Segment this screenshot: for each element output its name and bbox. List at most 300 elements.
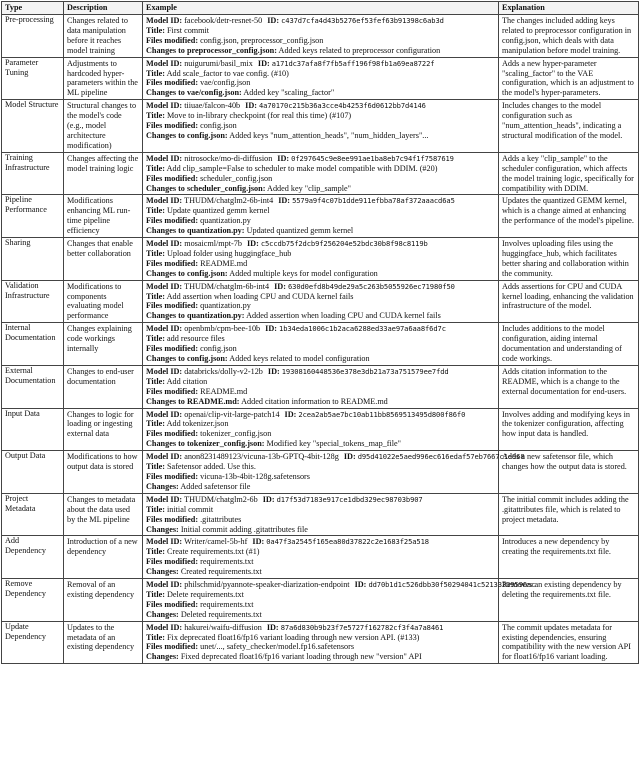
model-id-line — [146, 537, 495, 547]
commit-id-value: 2cea2ab5ae7bc10ab11bb8569513495d800f86f0 — [298, 409, 466, 419]
explanation-cell: Involves uploading files using the huggingface_hub, which facilitates better sharing and collaboration within the community. — [499, 238, 639, 281]
description-cell: Changes affecting the model training logic — [64, 152, 143, 195]
files-modified-value: .gitattributes — [200, 514, 242, 524]
changes-label — [146, 525, 179, 534]
commit-id-value: 630d0efd8b49de29a5c263b5055926ec71980f50 — [287, 281, 455, 291]
changes-file: scheduler_config.json: — [186, 183, 266, 193]
changes-line — [146, 439, 495, 449]
description-cell: Changes to metadata about the data used by the ML pipeline — [64, 493, 143, 536]
files-modified-value: quantization.py — [200, 216, 251, 226]
table-body — [2, 15, 639, 664]
commit-id-value: d95d41022e5aed996ec616edaf57eb7667c1e968 — [357, 452, 525, 462]
changes-line — [146, 482, 495, 492]
title-line — [146, 334, 495, 344]
changes-label — [146, 311, 245, 320]
changes-line — [146, 311, 495, 321]
changes-file: tokenizer_config.json: — [186, 439, 265, 449]
changes-value: Deleted requirements.txt — [180, 609, 262, 619]
files-modified-label: Files modified: — [146, 258, 199, 268]
explanation-cell: Includes additions to the model configuration, aiding internal documentation and understanding of code workings. — [499, 323, 639, 366]
commit-id-value: d17f53d7183e917ce1dbd329ec98703b907 — [276, 494, 423, 504]
changes-label — [146, 184, 265, 193]
model-id-value: THUDM/chatglm2-6b-int4 — [184, 196, 274, 206]
files-modified-label: Files modified: — [146, 78, 199, 88]
type-label: Model Structure — [5, 100, 59, 110]
files-line — [146, 557, 495, 567]
model-id-value: openai/clip-vit-large-patch14 — [184, 409, 280, 419]
model-id-label: Model ID: — [146, 452, 183, 462]
changes-to-text: Changes to — [146, 226, 187, 236]
changes-label — [146, 567, 179, 576]
model-id-value: databricks/dolly-v2-12b — [184, 366, 263, 376]
title-label: Title: — [146, 547, 165, 557]
model-id-line — [146, 410, 495, 420]
changes-value: Fixed deprecated float16/fp16 variant loading through new "version" API — [180, 652, 422, 662]
commit-id-value: dd70b1d1c526dbb30f50294041c52133209596ac — [368, 580, 536, 590]
changes-to-text: Changes to — [146, 439, 187, 449]
files-modified-label: Files modified: — [146, 386, 199, 396]
changes-label — [146, 397, 240, 406]
changes-label — [146, 482, 179, 491]
changes-value: Created requirements.txt — [180, 567, 262, 577]
changes-line — [146, 354, 495, 364]
title-label: Title: — [146, 111, 165, 121]
description-cell: Structural changes to the model's code (e.g., model architecture modification) — [64, 100, 143, 153]
header-explanation: Explanation — [499, 2, 639, 15]
example-cell — [143, 536, 499, 579]
model-id-line — [146, 154, 495, 164]
table-row-7 — [2, 280, 639, 323]
model-id-value: THUDM/chatglm2-6b — [184, 494, 258, 504]
commit-id-label: ID: — [267, 366, 280, 376]
title-value: Update quantized gemm kernel — [167, 206, 270, 216]
description-cell: Changes to logic for loading or ingesting external data — [64, 408, 143, 451]
changes-to-text: Changes to — [146, 45, 187, 55]
explanation-cell: Updates the quantized GEMM kernel, which is a change aimed at enhancing the performance of the model's pipeline. — [499, 195, 639, 238]
changes-label — [146, 610, 179, 619]
example-cell — [143, 195, 499, 238]
model-id-value: THUDM/chatglm-6b-int4 — [184, 281, 270, 291]
type-cell — [2, 323, 64, 366]
type-label: Parameter Tuning — [5, 57, 39, 77]
commit-id-value: 0f297645c9e8ee991ae1ba8eb7c94f1f7587619 — [291, 153, 454, 163]
title-value: initial commit — [167, 504, 214, 514]
model-id-label: Model ID: — [146, 101, 183, 111]
header-description: Description — [64, 2, 143, 15]
description-cell: Introduction of a new dependency — [64, 536, 143, 579]
model-id-label: Model ID: — [146, 494, 183, 504]
files-line — [146, 429, 495, 439]
model-id-value: philschmid/pyannote-speaker-diarization-endpoint — [184, 580, 350, 590]
commit-taxonomy-table — [1, 1, 639, 664]
changes-file: README.md: — [186, 396, 240, 406]
changes-line — [146, 610, 495, 620]
title-label: Title: — [146, 163, 165, 173]
title-value: Upload folder using huggingface_hub — [167, 248, 292, 258]
changes-to-text: Changes to — [146, 183, 187, 193]
title-line — [146, 164, 495, 174]
table-header-row — [2, 2, 639, 15]
changes-to-text: Changes to — [146, 130, 187, 140]
model-id-label: Model ID: — [146, 366, 183, 376]
changes-value: Added keys "num_attention_heads", "num_hidden_layers"... — [229, 130, 429, 140]
files-modified-value: tokenizer_config.json — [200, 429, 272, 439]
model-id-label: Model ID: — [146, 153, 183, 163]
model-id-label: Model ID: — [146, 324, 183, 334]
type-cell — [2, 493, 64, 536]
table-row-3 — [2, 100, 639, 153]
explanation-cell: Introduces a new dependency by creating the requirements.txt file. — [499, 536, 639, 579]
changes-value: Added assertion when loading CPU and CUDA kernel fails — [246, 311, 441, 321]
type-cell — [2, 365, 64, 408]
model-id-value: hakurei/waifu-diffusion — [184, 622, 262, 632]
type-label: Training Infrastructure — [5, 152, 50, 172]
commit-id-label: ID: — [343, 452, 356, 462]
title-value: add resource files — [167, 334, 225, 344]
table-row-11 — [2, 451, 639, 494]
description-cell: Removal of an existing dependency — [64, 579, 143, 622]
table-row-6 — [2, 238, 639, 281]
type-cell — [2, 621, 64, 664]
title-line — [146, 206, 495, 216]
table-row-10 — [2, 408, 639, 451]
title-value: Add assertion when loading CPU and CUDA kernel fails — [166, 291, 354, 301]
type-cell — [2, 57, 64, 100]
type-label: Output Data — [5, 451, 46, 461]
title-value: Safetensor added. Use this. — [167, 462, 256, 472]
changes-line — [146, 226, 495, 236]
files-modified-label: Files modified: — [146, 557, 199, 567]
title-line — [146, 505, 495, 515]
table-row-5 — [2, 195, 639, 238]
model-id-value: openbmb/cpm-bee-10b — [184, 324, 261, 334]
header-example: Example — [143, 2, 499, 15]
files-line — [146, 642, 495, 652]
commit-id-label: ID: — [245, 101, 257, 111]
title-line — [146, 462, 495, 472]
model-id-label: Model ID: — [146, 281, 183, 291]
table-row-13 — [2, 536, 639, 579]
files-line — [146, 259, 495, 269]
title-line — [146, 69, 495, 79]
changes-to-text: Changes to — [146, 88, 187, 98]
changes-to-text: Changes: — [146, 524, 179, 534]
files-line — [146, 36, 495, 46]
type-label: External Documentation — [5, 365, 56, 385]
title-value: Fix deprecated float16/fp16 variant loading through new version API. (#133) — [167, 632, 420, 642]
files-modified-label: Files modified: — [146, 642, 199, 652]
model-id-label: Model ID: — [146, 196, 183, 206]
table-row-9 — [2, 365, 639, 408]
type-label: Internal Documentation — [5, 323, 56, 343]
files-modified-label: Files modified: — [146, 429, 199, 439]
changes-file: quantization.py: — [186, 226, 245, 236]
files-line — [146, 121, 495, 131]
changes-to-text: Changes: — [146, 481, 179, 491]
model-id-value: tiiuae/falcon-40b — [184, 101, 241, 111]
changes-file: config.json: — [186, 354, 228, 363]
changes-file: preprocessor_config.json: — [186, 45, 277, 55]
model-id-line — [146, 452, 525, 462]
changes-file: quantization.py: — [186, 311, 245, 321]
commit-id-label: ID: — [257, 58, 270, 68]
model-id-line — [146, 580, 536, 590]
model-id-line — [146, 101, 495, 111]
title-line — [146, 590, 495, 600]
files-modified-label: Files modified: — [146, 35, 199, 45]
explanation-cell: Includes changes to the model configuration such as "num_attention_heads", indicating a structural modification of the model. — [499, 100, 639, 153]
title-label: Title: — [146, 248, 165, 258]
changes-value: Added key "scaling_factor" — [243, 88, 335, 98]
title-line — [146, 26, 495, 36]
model-id-line — [146, 282, 495, 292]
type-label: Project Metadata — [5, 493, 36, 513]
files-modified-value: config.json — [200, 121, 237, 131]
title-value: Add clip_sample=False to scheduler to make model compatible with DDIM. (#20) — [166, 163, 438, 173]
model-id-label: Model ID: — [146, 580, 183, 590]
title-value: First commit — [167, 25, 210, 35]
type-label: Sharing — [5, 238, 31, 248]
changes-label — [146, 269, 228, 278]
type-cell — [2, 152, 64, 195]
commit-id-label: ID: — [267, 16, 280, 25]
explanation-cell: The initial commit includes adding the .gitattributes file, which is related to project metadata. — [499, 493, 639, 536]
changes-label — [146, 88, 242, 97]
model-id-value: nitrosocke/mo-di-diffusion — [184, 153, 273, 163]
commit-id-label: ID: — [265, 324, 277, 334]
title-value: Move to in-library checkpoint (for real this time) (#107) — [167, 111, 352, 121]
files-line — [146, 472, 495, 482]
files-line — [146, 216, 495, 226]
description-cell: Changes to end-user documentation — [64, 365, 143, 408]
files-modified-label: Files modified: — [146, 121, 199, 131]
type-cell — [2, 15, 64, 58]
title-label: Title: — [146, 68, 165, 78]
changes-to-text: Changes to — [146, 396, 187, 406]
changes-value: Added citation information to README.md — [241, 396, 388, 406]
title-label: Title: — [146, 462, 165, 472]
model-id-label: Model ID: — [146, 239, 183, 249]
files-modified-value: requirements.txt — [200, 599, 254, 609]
description-cell: Adjustments to hardcoded hyper-parameters within the ML pipeline — [64, 57, 143, 100]
example-cell — [143, 493, 499, 536]
changes-line — [146, 46, 495, 56]
description-cell: Updates to the metadata of an existing dependency — [64, 621, 143, 664]
example-cell — [143, 152, 499, 195]
changes-line — [146, 131, 495, 141]
changes-file: config.json: — [186, 130, 228, 140]
commit-id-value: c5ccdb75f2dcb9f256204e52bdc30b8f98c8119b — [260, 239, 428, 249]
commit-id-label: ID: — [277, 153, 290, 163]
files-modified-label: Files modified: — [146, 216, 199, 226]
model-id-line — [146, 623, 495, 633]
table-row-12 — [2, 493, 639, 536]
model-id-line — [146, 495, 495, 505]
changes-to-text: Changes to — [146, 268, 187, 278]
changes-line — [146, 652, 495, 662]
table-row-14 — [2, 579, 639, 622]
files-line — [146, 174, 495, 184]
files-line — [146, 387, 495, 397]
changes-line — [146, 88, 495, 98]
model-id-label: Model ID: — [146, 16, 183, 25]
title-label: Title: — [146, 632, 165, 642]
files-modified-value: quantization.py — [200, 301, 251, 311]
example-cell — [143, 280, 499, 323]
example-cell — [143, 365, 499, 408]
type-label: Validation Infrastructure — [5, 280, 50, 300]
changes-value: Added multiple keys for model configuration — [229, 268, 378, 278]
files-modified-value: vicuna-13b-4bit-128g.safetensors — [200, 471, 310, 481]
files-modified-value: README.md — [200, 386, 248, 396]
changes-label — [146, 226, 245, 235]
title-label: Title: — [146, 291, 165, 301]
type-label: Pipeline Performance — [5, 195, 47, 215]
model-id-line — [146, 196, 495, 206]
commit-id-value: 19308160448536e378e3db21a73a751579ee7fdd — [281, 366, 449, 376]
type-label: Pre-processing — [5, 15, 54, 24]
commit-id-value: 1b34eda1006c1b2aca6288ed33ae97a6aa8f6d7c — [279, 324, 446, 334]
changes-value: Added keys related to model configuration — [229, 354, 370, 363]
title-line — [146, 377, 495, 387]
commit-id-label: ID: — [246, 239, 259, 249]
model-id-line — [146, 324, 495, 334]
type-cell — [2, 451, 64, 494]
type-cell — [2, 238, 64, 281]
title-line — [146, 633, 495, 643]
files-line — [146, 600, 495, 610]
example-cell — [143, 621, 499, 664]
description-cell: Modifications to components evaluating model performance — [64, 280, 143, 323]
files-modified-value: requirements.txt — [200, 557, 254, 567]
files-modified-value: config.json, preprocessor_config.json — [200, 35, 324, 45]
files-modified-label: Files modified: — [146, 173, 199, 183]
commit-id-value: c437d7cfa4d43b5276ef53fef63b91398c6ab3d — [281, 16, 444, 25]
title-line — [146, 249, 495, 259]
type-cell — [2, 536, 64, 579]
table-row-2 — [2, 57, 639, 100]
files-modified-value: vae/config.json — [200, 78, 251, 88]
header-type: Type — [2, 2, 64, 15]
changes-value: Added keys related to preprocessor configuration — [278, 45, 441, 55]
title-line — [146, 547, 495, 557]
commit-id-value: 0a47f3a2545f165ea80d37822c2e1683f25a518 — [266, 537, 429, 547]
changes-label — [146, 131, 228, 140]
title-label: Title: — [146, 419, 165, 429]
title-label: Title: — [146, 589, 165, 599]
files-modified-label: Files modified: — [146, 344, 199, 354]
table-row-4 — [2, 152, 639, 195]
title-line — [146, 419, 495, 429]
explanation-cell: Removes an existing dependency by deleting the requirements.txt file. — [499, 579, 639, 622]
title-value: Add tokenizer.json — [166, 419, 229, 429]
example-cell — [143, 408, 499, 451]
description-cell: Modifications to how output data is stored — [64, 451, 143, 494]
table-row-15 — [2, 621, 639, 664]
model-id-line — [146, 239, 495, 249]
commit-id-value: 5579a9f4c07b1dde911efbba78af372aaacd6a5 — [292, 196, 455, 206]
description-cell: Changes that enable better collaboration — [64, 238, 143, 281]
changes-value: Added safetensor file — [180, 481, 251, 491]
title-value: Delete requirements.txt — [167, 589, 244, 599]
changes-line — [146, 269, 495, 279]
table-row-8 — [2, 323, 639, 366]
explanation-cell: The changes included adding keys related to preprocessor configuration in config.json, which deals with data manipulation before model training. — [499, 15, 639, 58]
files-modified-label: Files modified: — [146, 514, 199, 524]
type-cell — [2, 195, 64, 238]
files-line — [146, 301, 495, 311]
explanation-cell: The commit updates metadata for existing dependencies, ensuring compatibility with the new version API for float16/fp16 variant loading. — [499, 621, 639, 664]
description-cell: Changes explaining code workings internally — [64, 323, 143, 366]
changes-to-text: Changes: — [146, 609, 179, 619]
title-value: Add scale_factor to vae config. (#10) — [166, 68, 289, 78]
changes-value: Updated quantized gemm kernel — [246, 226, 354, 236]
files-modified-value: config.json — [200, 344, 237, 354]
commit-id-label: ID: — [274, 281, 286, 291]
type-label: Add Dependency — [5, 536, 46, 556]
example-cell — [143, 57, 499, 100]
example-cell — [143, 579, 536, 622]
title-value: Create requirements.txt (#1) — [167, 547, 260, 557]
title-value: Add citation — [166, 376, 208, 386]
files-line — [146, 78, 495, 88]
description-cell: Changes related to data manipulation before it reaches model training — [64, 15, 143, 58]
example-cell — [143, 238, 499, 281]
changes-line — [146, 525, 495, 535]
changes-to-text: Changes to — [146, 311, 187, 321]
files-modified-value: README.md — [200, 258, 248, 268]
example-cell — [143, 451, 525, 494]
commit-id-label: ID: — [278, 196, 291, 206]
explanation-cell: Adds assertions for CPU and CUDA kernel loading, enhancing the validation infrastructure of the model. — [499, 280, 639, 323]
changes-value: Initial commit adding .gitattributes file — [180, 524, 308, 534]
model-id-line — [146, 59, 495, 69]
type-cell — [2, 579, 64, 622]
model-id-label: Model ID: — [146, 409, 183, 419]
example-cell — [143, 323, 499, 366]
explanation-cell: Involves adding and modifying keys in the tokenizer configuration, affecting how input data is handled. — [499, 408, 639, 451]
commit-id-label: ID: — [284, 409, 297, 419]
changes-label — [146, 439, 265, 448]
explanation-cell: Adds citation information to the README, which is a change to the external documentation for end-users. — [499, 365, 639, 408]
title-label: Title: — [146, 25, 165, 35]
commit-id-label: ID: — [262, 494, 275, 504]
changes-label — [146, 46, 277, 55]
changes-to-text: Changes: — [146, 652, 179, 662]
commit-id-label: ID: — [266, 622, 279, 632]
changes-line — [146, 567, 495, 577]
changes-line — [146, 397, 495, 407]
model-id-value: nuigurumi/basil_mix — [184, 58, 253, 68]
example-cell — [143, 15, 499, 58]
table-row-1 — [2, 15, 639, 58]
explanation-cell: Adds a new hyper-parameter "scaling_factor" to the VAE configuration, which is an adjustment to the model's hyper-parameters. — [499, 57, 639, 100]
model-id-value: Writer/camel-5b-hf — [184, 537, 248, 547]
commit-id-value: 4a70170c215b36a3cce4b4253f6d0612bb7d4146 — [259, 101, 426, 111]
model-id-value: anon8231489123/vicuna-13b-GPTQ-4bit-128g — [184, 452, 339, 462]
type-cell — [2, 408, 64, 451]
model-id-label: Model ID: — [146, 622, 183, 632]
files-line — [146, 344, 495, 354]
title-line — [146, 292, 495, 302]
description-cell: Modifications enhancing ML run-time pipeline efficiency — [64, 195, 143, 238]
changes-label — [146, 354, 228, 363]
model-id-label: Model ID: — [146, 537, 183, 547]
model-id-line — [146, 367, 495, 377]
title-line — [146, 111, 495, 121]
commit-id-value: a171dc37afa8f7fb5aff196f98fb1a69ea8722f — [271, 58, 435, 68]
changes-to-text: Changes: — [146, 567, 179, 577]
